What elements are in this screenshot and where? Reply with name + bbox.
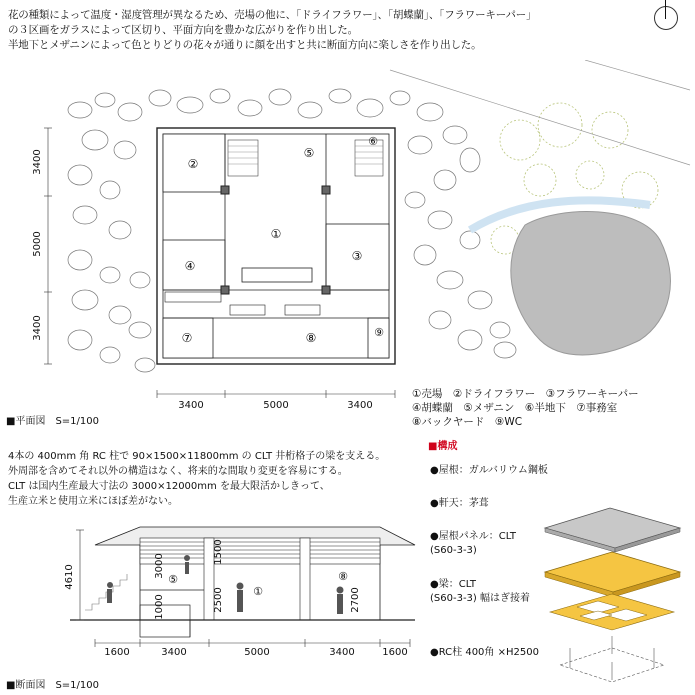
section-text-line: 外周部を含めてそれ以外の構造はなく、将来的な間取り変更を容易にする。: [8, 466, 348, 477]
section-dim-bottom: 3400: [161, 647, 187, 658]
layer-soffit: ●軒天：茅葺: [430, 498, 489, 509]
height-label: 2700: [350, 587, 361, 613]
height-label: 1500: [213, 539, 224, 565]
section-dim-bottom: 1600: [104, 647, 130, 658]
intro-line: 半地下とメザニンによって色とりどりの花々が通りに顔を出すと共に断面方向に楽しさを作り出した。: [8, 39, 482, 51]
section-text: [8, 449, 385, 509]
plan-dim-bottom: 3400: [347, 400, 373, 411]
room-number: ③: [351, 249, 363, 263]
height-label: 1000: [154, 594, 165, 620]
section-dim-bottom: 3400: [329, 647, 355, 658]
height-label: 2500: [213, 587, 224, 613]
layer-roof-panel: ●屋根パネル：CLT: [430, 531, 517, 542]
room-number: ④: [184, 259, 196, 273]
section-room-number: ⑤: [168, 573, 178, 586]
section-text-line: 4本の 400mm 角 RC 柱で 90×1500×11800mm の CLT 井桁格子の梁を支える。: [8, 451, 386, 462]
intro-text: [8, 8, 658, 53]
plan-dim-left: 5000: [32, 231, 43, 257]
structure-title: ■構成: [428, 441, 458, 452]
layer-beam-spec: (S60-3-3) 幅はぎ接着: [430, 593, 530, 604]
north-arrow-icon: [654, 6, 678, 30]
section-dim-bottom: 5000: [244, 647, 270, 658]
section-title: ■断面図 S=1/100: [6, 680, 99, 691]
floor-plan: [0, 60, 695, 420]
room-number: ⑧: [305, 331, 317, 345]
section-text-line: 生産立米と使用立米にほぼ差がない。: [8, 496, 178, 507]
plan-legend: [412, 387, 639, 429]
legend-line: ④胡蝶蘭 ⑤メザニン ⑥半地下 ⑦事務室: [412, 402, 618, 414]
section-room-number: ①: [253, 585, 263, 598]
legend-line: ①売場 ②ドライフラワー ③フラワーキーパー: [412, 388, 639, 400]
plan-dim-bottom: 3400: [178, 400, 204, 411]
room-number: ⑨: [374, 326, 384, 339]
section-drawing: [0, 515, 420, 685]
pond: [511, 211, 671, 355]
room-number: ⑥: [368, 135, 378, 148]
room-number: ②: [187, 157, 199, 171]
exploded-axonometric: [530, 495, 695, 685]
layer-column: ●RC柱 400角 ×H2500: [430, 647, 539, 658]
room-number: ①: [270, 227, 282, 241]
layer-beam: ●梁：CLT: [430, 579, 477, 590]
layer-roof: ●屋根：ガルバリウム鋼板: [430, 465, 548, 476]
height-label: 3000: [154, 553, 165, 579]
plan-title: ■平面図 S=1/100: [6, 416, 99, 427]
room-number: ⑤: [303, 146, 315, 160]
height-label: 4610: [64, 564, 75, 590]
layer-roof-panel-spec: (S60-3-3): [430, 545, 477, 556]
room-number: ⑦: [181, 331, 193, 345]
section-text-line: CLT は国内生産最大寸法の 3000×12000mm を最大限活かしきって、: [8, 481, 330, 492]
intro-line: 花の種類によって温度・湿度管理が異なるため、売場の他に、「ドライフラワー」、「胡蝶蘭」、「フラワーキーパー」: [8, 9, 537, 21]
plan-dim-bottom: 5000: [263, 400, 289, 411]
section-room-number: ⑧: [338, 570, 348, 583]
section-dim-bottom: 1600: [382, 647, 408, 658]
plan-dim-left: 3400: [32, 149, 43, 175]
intro-line: の３区画をガラスによって区切り、平面方向を豊かな広がりを作り出した。: [8, 24, 358, 36]
plan-dim-left: 3400: [32, 315, 43, 341]
legend-line: ⑧バックヤード ⑨WC: [412, 416, 523, 428]
